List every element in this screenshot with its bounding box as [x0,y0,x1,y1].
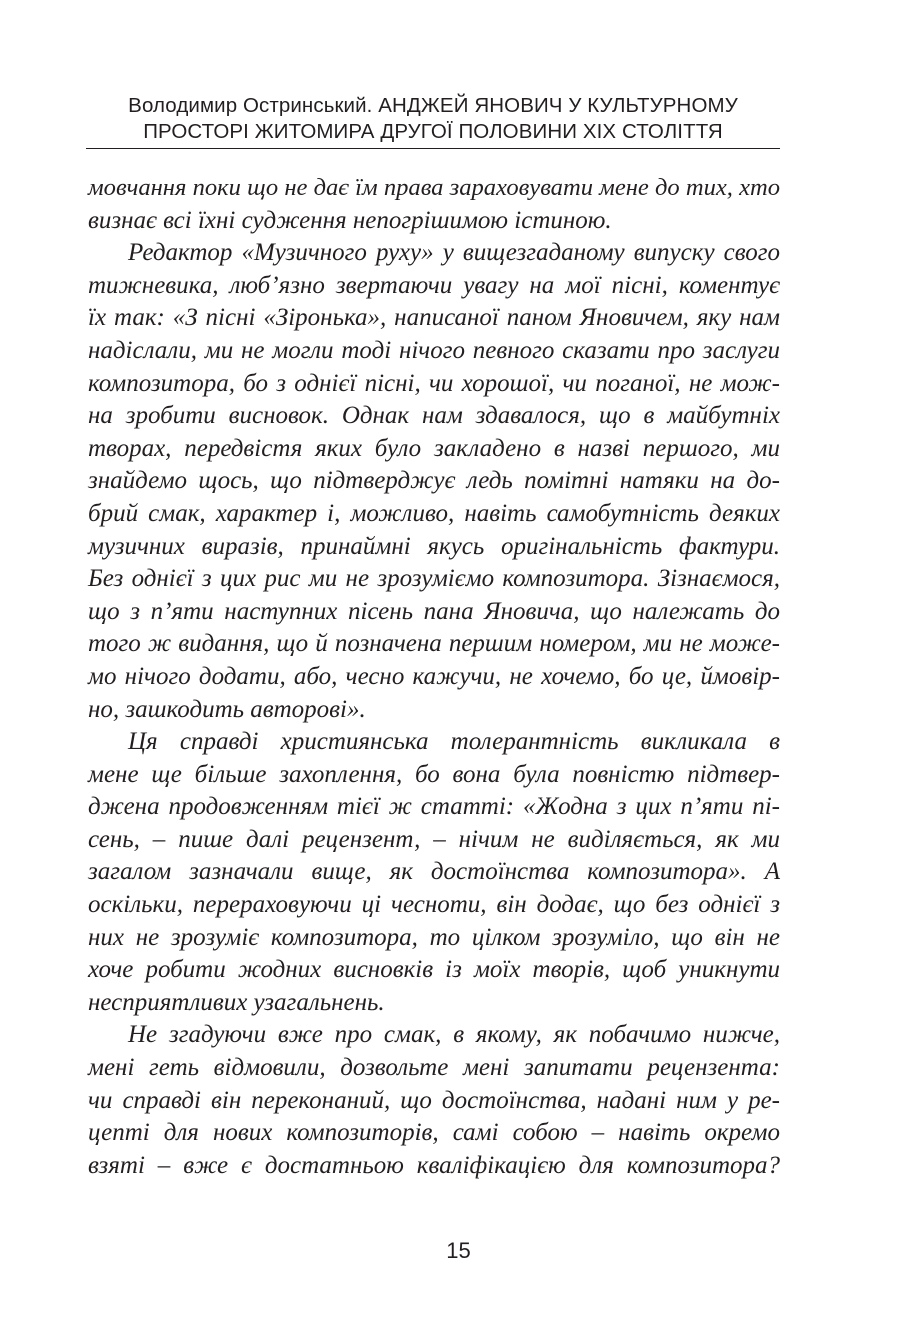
text-line: композитора, бо з однієї пісні, чи хорошої, чи поганої, не мож- [88,369,780,397]
text-line: взяті – вже є достатньою кваліфікацією для композитора? [88,1151,780,1179]
text-line: творах, передвістя яких було закладено в назві першого, ми [88,434,780,462]
text-line: на зробити висновок. Однак нам здавалося, що в майбутніх [88,402,780,430]
page-number: 15 [446,1238,471,1263]
text-line: Без однієї з цих рис ми не зрозуміємо композитора. Зізнаємося, [88,565,780,593]
paragraph-tolerance [88,726,780,1019]
text-line: мене ще більше захоплення, бо вона була повністю підтвер- [88,760,780,788]
running-head [86,93,780,145]
running-head-line-1: Володимир Остринський. АНДЖЕЙ ЯНОВИЧ У КУЛЬТУРНОМУ [128,94,738,117]
text-line: того ж видання, що й позначена першим номером, ми не може- [88,630,780,658]
text-line: несприятливих узагальнень. [88,988,385,1016]
text-line: хоче робити жодних висновків із моїх творів, щоб уникнути [88,956,780,984]
text-line: Ця справді християнська толерантність викликала в [128,728,780,756]
text-line: Редактор «Музичного руху» у вищезгаданому випуску свого [128,239,780,267]
text-line: загалом зазначали вище, як достоїнства композитора». А [88,858,780,886]
running-head-line-2: ПРОСТОРІ ЖИТОМИРА ДРУГОЇ ПОЛОВИНИ ХІХ СТОЛІТТЯ [143,120,723,143]
text-line: тижневика, люб’язно звертаючи увагу на мої пісні, коментує [88,271,780,299]
paragraph-continuation [88,172,780,237]
text-line: брий смак, характер і, можливо, навіть самобутність деяких [88,499,780,527]
text-line: Не згадуючи вже про смак, в якому, як побачимо нижче, [128,1021,780,1049]
text-line: них не зрозуміє композитора, то цілком зрозуміло, що він не [88,923,780,951]
body-text [88,172,780,1182]
text-line: цепті для нових композиторів, самі собою – навіть окремо [88,1119,780,1147]
paragraph-question [88,1019,780,1182]
text-line: но, зашкодить авторові». [88,695,366,723]
text-line: джена продовженням тієї ж статті: «Жодна з цих п’яти пі- [88,793,780,821]
text-line: оскільки, перераховуючи ці чесноти, він додає, що без однієї з [88,891,780,919]
text-line: визнає всі їхні судження непогрішимою істиною. [88,206,612,234]
text-line: мовчання поки що не дає їм права зараховувати мене до тих, хто [88,174,780,201]
paragraph-editor-review [88,237,780,726]
text-line: що з п’яти наступних пісень пана Яновича, що належать до [88,597,780,625]
text-line: їх так: «З пісні «Зіронька», написаної паном Яновичем, яку нам [88,304,780,332]
text-line: чи справді він переконаний, що достоїнства, надані ним у ре- [88,1086,780,1114]
text-line: сень, – пише далі рецензент, – нічим не виділяється, як ми [88,825,780,853]
text-line: надіслали, ми не могли тоді нічого певного сказати про заслуги [88,336,780,364]
text-line: мо нічого додати, або, чесно кажучи, не хочемо, бо це, ймовір- [88,662,780,690]
text-line: знайдемо щось, що підтверджує ледь помітні натяки на до- [88,467,780,495]
text-line: мені геть відмовили, дозвольте мені запитати рецензента: [88,1054,780,1082]
header-rule [86,148,780,149]
text-line: музичних виразів, принаймні якусь оригінальність фактури. [88,532,780,560]
